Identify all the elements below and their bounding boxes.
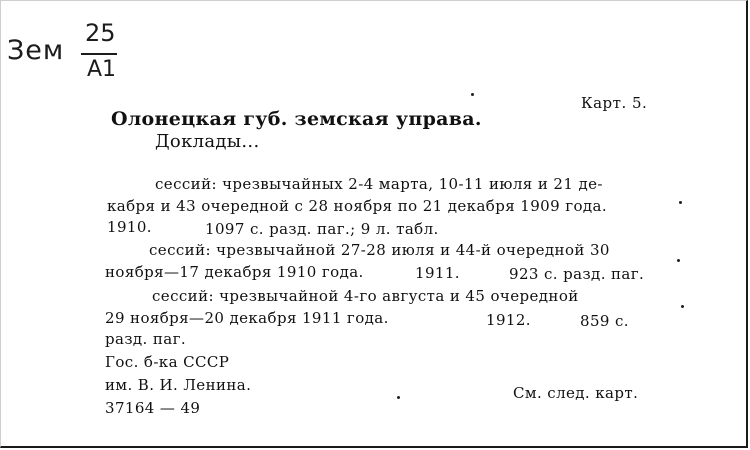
library-code: 37164 — 49 <box>105 399 201 417</box>
entry-3-line-3: разд. паг. <box>105 330 187 348</box>
entry-3-line-2: 29 ноября—20 декабря 1911 года. <box>105 309 389 327</box>
entry-1-line-1: сессий: чрезвычайных 2-4 марта, 10-11 июля и 21 де- <box>155 175 603 193</box>
entry-2-line-2: ноября—17 декабря 1910 года. <box>105 263 364 281</box>
handwritten-numerator: 25 <box>85 19 116 47</box>
entry-3-pages: 859 с. <box>580 312 629 330</box>
entry-1-year: 1910. <box>107 218 152 236</box>
scan-speck <box>681 305 684 308</box>
entry-1-pages: 1097 с. разд. паг.; 9 л. табл. <box>205 220 439 238</box>
entry-1-line-2: кабря и 43 очередной с 28 ноября по 21 декабря 1909 года. <box>107 197 608 215</box>
scan-speck <box>397 396 400 399</box>
handwritten-prefix: Зем <box>7 35 65 66</box>
handwritten-denominator: А1 <box>87 57 117 82</box>
card-number: Карт. 5. <box>581 94 648 112</box>
scan-speck <box>677 259 680 262</box>
entry-3-line-1: сессий: чрезвычайной 4-го августа и 45 очередной <box>152 287 579 305</box>
entry-2-line-1: сессий: чрезвычайной 27-28 июля и 44-й очередной 30 <box>149 241 610 259</box>
scan-speck <box>471 93 474 96</box>
entry-2-pages: 923 с. разд. паг. <box>509 265 645 283</box>
entry-2-year: 1911. <box>415 264 460 282</box>
handwritten-fraction-line <box>81 53 117 55</box>
card-title: Олонецкая губ. земская управа. <box>111 108 482 130</box>
entry-3-year: 1912. <box>486 311 531 329</box>
scan-speck <box>679 201 682 204</box>
card-subtitle: Доклады... <box>155 131 260 152</box>
library-name: Гос. б-ка СССР <box>105 353 230 371</box>
see-next-card: См. след. карт. <box>513 384 639 402</box>
library-dedication: им. В. И. Ленина. <box>105 376 252 394</box>
